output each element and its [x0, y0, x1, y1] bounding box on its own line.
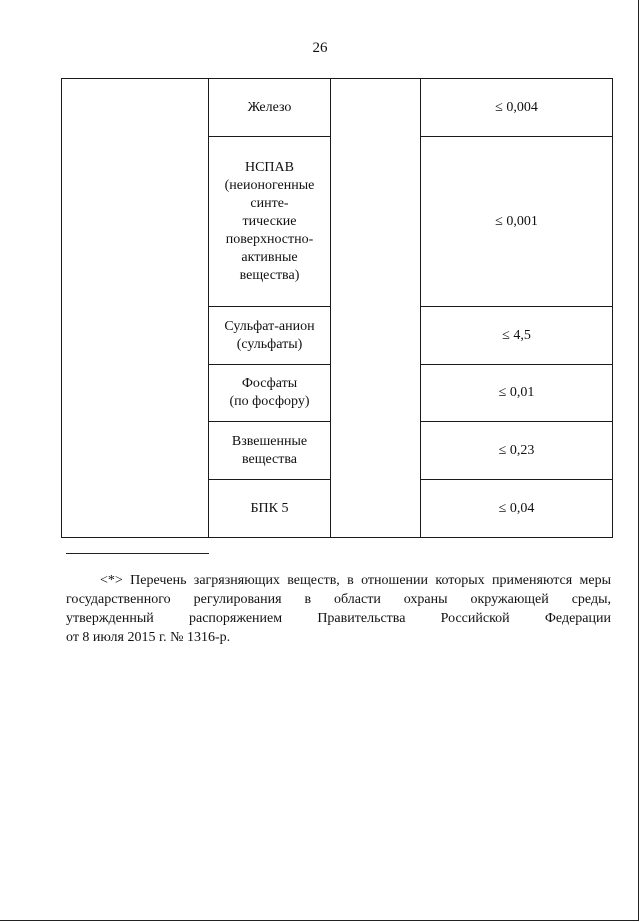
- substance-cell: [209, 307, 331, 365]
- empty-cell-left: [62, 79, 209, 538]
- substance-cell: [209, 137, 331, 307]
- substance-name-line: активные: [241, 249, 298, 265]
- table-row: [62, 79, 613, 137]
- substance-name-line: (сульфаты): [236, 336, 303, 352]
- value-cell: ≤ 0,001: [421, 137, 613, 307]
- value-cell: ≤ 0,23: [421, 422, 613, 480]
- footnote-line: от 8 июля 2015 г. № 1316-р.: [66, 630, 231, 645]
- footnote-line: государственного регулирования в области охраны окружающей среды,: [66, 592, 611, 607]
- footnote-line: утвержденный распоряжением Правительства Российской Федерации: [66, 611, 611, 626]
- substance-name-line: Железо: [247, 99, 292, 115]
- substance-name-line: тические: [242, 213, 297, 229]
- footnote: [66, 571, 611, 647]
- substance-name-line: (по фосфору): [229, 394, 310, 409]
- page-number: 26: [312, 40, 328, 56]
- substance-name-line: Фосфаты: [241, 376, 298, 391]
- empty-cell-middle: [331, 79, 421, 538]
- substance-name-line: синте-: [250, 195, 289, 211]
- substance-cell: [209, 79, 331, 137]
- substance-name-line: (неионогенные: [224, 177, 315, 193]
- substance-cell: [209, 422, 331, 480]
- value-cell: ≤ 0,004: [421, 79, 613, 137]
- substance-cell: [209, 365, 331, 422]
- value-cell: ≤ 4,5: [421, 307, 613, 365]
- substance-name-line: Взвешенные: [231, 433, 308, 449]
- value-cell: ≤ 0,01: [421, 365, 613, 422]
- substance-name-line: БПК 5: [250, 500, 289, 516]
- substance-name-line: Сульфат-анион: [224, 318, 315, 334]
- substance-name-line: вещества): [239, 267, 300, 283]
- value-cell: ≤ 0,04: [421, 480, 613, 538]
- substance-name-line: поверхностно-: [225, 231, 314, 247]
- footnote-separator: [66, 553, 209, 554]
- substance-name-line: вещества: [241, 451, 298, 467]
- pollutants-table: [61, 78, 613, 538]
- substance-name-line: НСПАВ: [244, 159, 294, 175]
- substance-cell: [209, 480, 331, 538]
- footnote-line: <*> Перечень загрязняющих веществ, в отношении которых применяются меры: [100, 573, 611, 588]
